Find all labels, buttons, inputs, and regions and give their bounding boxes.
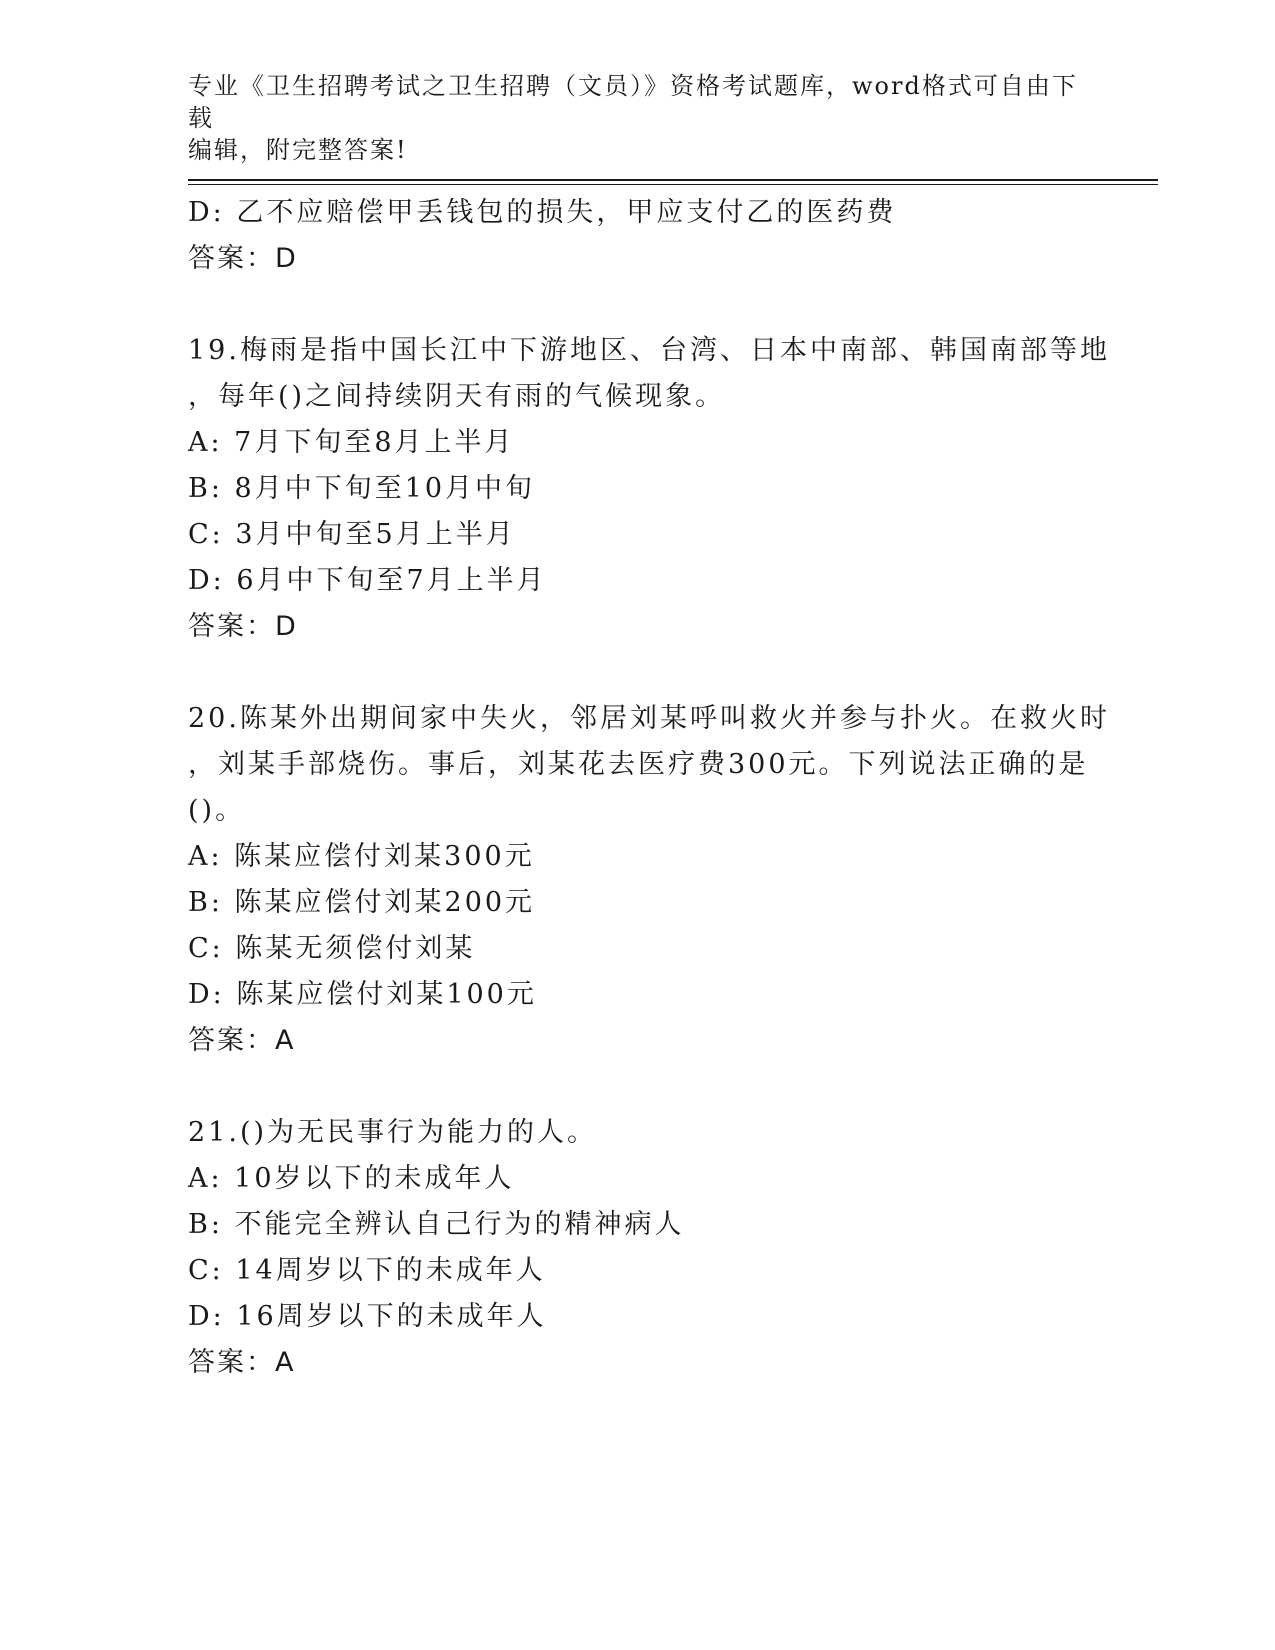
header-divider-thin [188,184,1158,185]
option-b: B: 8月中下旬至10月中旬 [188,473,536,504]
question-block-21 [188,1110,1088,1386]
header-line-1: 专业《卫生招聘考试之卫生招聘（文员）》资格考试题库，word格式可自由下载 [188,72,1078,132]
spacer [188,1064,1088,1110]
option-d: D: 16周岁以下的未成年人 [188,1301,547,1332]
option-a: A: 10岁以下的未成年人 [188,1163,515,1194]
option-d: D: 陈某应偿付刘某100元 [188,979,537,1010]
header-divider-thick [188,179,1158,181]
option-b: B: 不能完全辨认自己行为的精神病人 [188,1209,685,1240]
spacer [188,282,1088,328]
option-b: B: 陈某应偿付刘某200元 [188,887,536,918]
option-c: C: 3月中旬至5月上半月 [188,519,516,550]
question-stem: 19.梅雨是指中国长江中下游地区、台湾、日本中南部、韩国南部等地 [188,335,1110,366]
question-stem: 21.()为无民事行为能力的人。 [188,1117,598,1148]
option-d: D: 6月中下旬至7月上半月 [188,565,547,596]
option-c: C: 14周岁以下的未成年人 [188,1255,546,1286]
question-block-prev [188,190,1088,282]
header-line-2: 编辑，附完整答案! [188,136,408,164]
answer-line: 答案：A [188,1347,296,1378]
answer-line: 答案：D [188,243,298,274]
answer-line: 答案：D [188,611,298,642]
question-stem: ，每年()之间持续阴天有雨的气候现象。 [188,381,726,412]
question-block-20 [188,696,1110,1064]
question-block-19 [188,328,1110,650]
option-d: D: 乙不应赔偿甲丢钱包的损失，甲应支付乙的医药费 [188,197,897,228]
question-stem: ，刘某手部烧伤。事后，刘某花去医疗费300元。下列说法正确的是 [188,749,1089,780]
document-header [188,70,1088,166]
spacer [188,650,1088,696]
option-a: A: 陈某应偿付刘某300元 [188,841,535,872]
question-stem: 20.陈某外出期间家中失火，邻居刘某呼叫救火并参与扑火。在救火时 [188,703,1110,734]
option-a: A: 7月下旬至8月上半月 [188,427,515,458]
answer-line: 答案：A [188,1025,296,1056]
option-c: C: 陈某无须偿付刘某 [188,933,476,964]
question-list [188,190,1110,1386]
question-stem: ()。 [188,795,246,826]
